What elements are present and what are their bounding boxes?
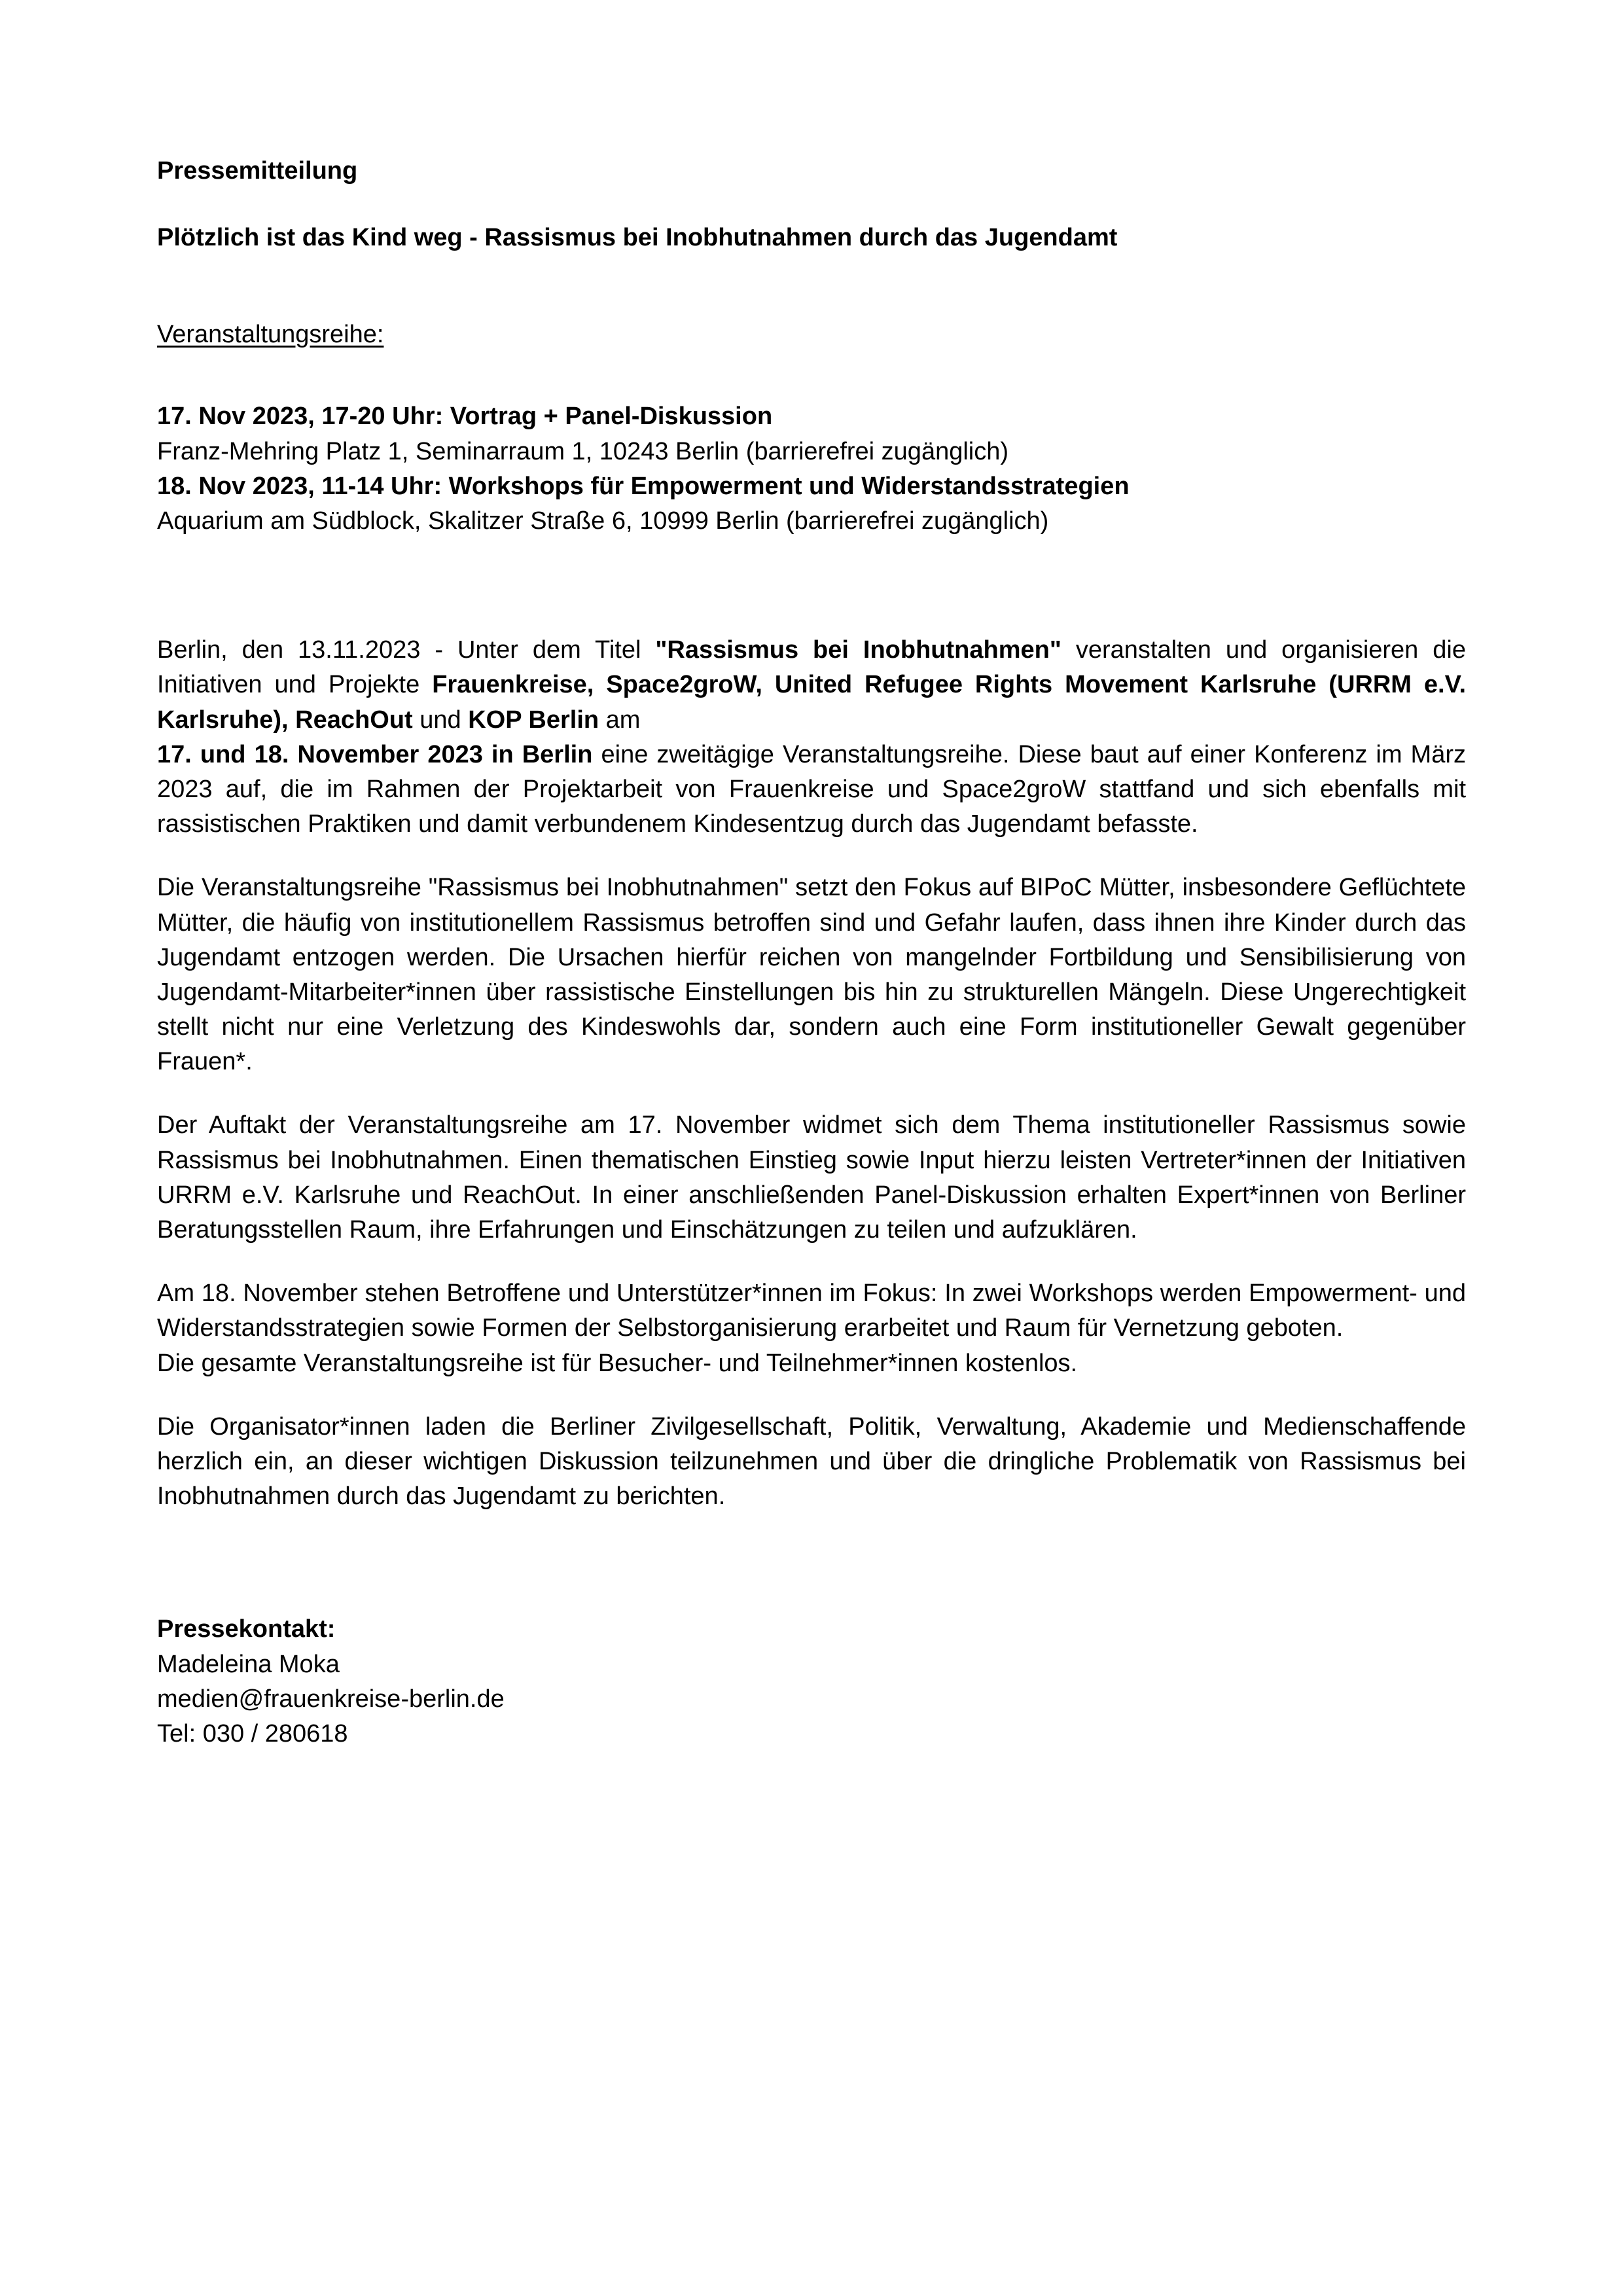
spacer xyxy=(157,539,1466,573)
section-label-veranstaltungsreihe: Veranstaltungsreihe: xyxy=(157,321,384,349)
spacer xyxy=(157,607,1466,633)
body-paragraph-2: Die Veranstaltungsreihe "Rassismus bei Inobhutnahmen" setzt den Fokus auf BIPoC Mütter, insbesondere Geflüchtete Mütter, die häufig von institutionellem Rassismus betroffen sind und Gefahr laufen, dass ihnen ihre Kinder durch das Jugendamt entzogen werden. Die Ursachen hierfür reichen von mangelnder Fortbildung und Sensibilisierung von Jugendamt-Mitarbeiter*innen über rassistische Einstellungen bis hin zu strukturellen Mängeln. Diese Ungerechtigkeit stellt nicht nur eine Verletzung des Kindeswohls dar, sondern auch eine Form institutioneller Gewalt gegenüber Frauen*. xyxy=(157,874,1466,1076)
event-location: Franz-Mehring Platz 1, Seminarraum 1, 10243 Berlin (barrierefrei zugänglich) xyxy=(157,437,1009,465)
event-list xyxy=(157,399,1466,539)
spacer xyxy=(157,1582,1466,1612)
spacer xyxy=(157,254,1466,288)
body-paragraph-5: Die Organisator*innen laden die Berliner Zivilgesellschaft, Politik, Verwaltung, Akademie und Medienschaffende herzlich ein, an dieser wichtigen Diskussion teilzunehmen und über die dringliche Problematik von Rassismus bei Inobhutnahmen durch das Jugendamt zu berichten. xyxy=(157,1412,1466,1511)
spacer xyxy=(157,385,1466,399)
p1-run-7: am xyxy=(599,706,641,734)
press-contact-heading: Pressekontakt: xyxy=(157,1615,336,1643)
p1-run-3: veranstalten und organisieren die Initiativen und Projekte xyxy=(157,636,1466,699)
event-headline: 18. Nov 2023, 11-14 Uhr: Workshops für Empowerment und Widerstandsstrategien xyxy=(157,472,1130,500)
press-contact-email: medien@frauenkreise-berlin.de xyxy=(157,1685,505,1713)
p1-run-4-bold: Frauenkreise, Space2groW, United Refugee Rights Movement Karlsruhe (URRM e.V. Karlsruhe), ReachOut xyxy=(157,671,1466,734)
press-contact-phone: Tel: 030 / 280618 xyxy=(157,1719,348,1748)
spacer xyxy=(157,573,1466,607)
body-paragraph-4: Am 18. November stehen Betroffene und Unterstützer*innen im Fokus: In zwei Workshops werden Empowerment- und Widerstandsstrategien sowie Formen der Selbstorganisierung erarbeitet und Raum für Vernetzung geboten. xyxy=(157,1280,1466,1342)
spacer xyxy=(157,842,1466,870)
spacer xyxy=(157,1514,1466,1548)
event-location: Aquarium am Südblock, Skalitzer Straße 6, 10999 Berlin (barrierefrei zugänglich) xyxy=(157,507,1049,535)
press-contact-name: Madeleina Moka xyxy=(157,1650,340,1678)
spacer xyxy=(157,1079,1466,1108)
page-title: Plötzlich ist das Kind weg - Rassismus bei Inobhutnahmen durch das Jugendamt xyxy=(157,224,1118,252)
p1-run-9: eine zweitägige Veranstaltungsreihe. Diese baut auf einer Konferenz im März 2023 auf, die im Rahmen der Projektarbeit von Frauenkreise und Space2groW stattfand und sich ebenfalls mit rassistischen Praktiken und damit verbundenem Kindesentzug durch das Jugendamt befasste. xyxy=(157,740,1466,838)
event-headline: 17. Nov 2023, 17-20 Uhr: Vortrag + Panel-Diskussion xyxy=(157,403,773,431)
body-paragraph-3: Der Auftakt der Veranstaltungsreihe am 17. November widmet sich dem Thema institutioneller Rassismus sowie Rassismus bei Inobhutnahmen. Einen thematischen Einstieg sowie Input hierzu leisten Vertreter*innen der Initiativen URRM e.V. Karlsruhe und ReachOut. In einer anschließenden Panel-Diskussion erhalten Expert*innen von Berliner Beratungsstellen Raum, ihre Erfahrungen und Einschätzungen zu teilen und aufzuklären. xyxy=(157,1111,1466,1244)
document-content xyxy=(157,154,1466,1751)
spacer xyxy=(157,288,1466,318)
spacer xyxy=(157,1548,1466,1582)
press-release-kicker: Pressemitteilung xyxy=(157,157,358,185)
p1-run-1: Berlin, den 13.11.2023 - Unter dem Titel xyxy=(157,636,656,664)
body-paragraph-4b: Die gesamte Veranstaltungsreihe ist für Besucher- und Teilnehmer*innen kostenlos. xyxy=(157,1349,1078,1377)
press-contact-block xyxy=(157,1612,1466,1751)
p1-run-5: und xyxy=(412,706,469,734)
spacer xyxy=(157,1247,1466,1276)
spacer xyxy=(157,1381,1466,1410)
body-paragraph-1 xyxy=(157,633,1466,842)
p1-run-8-bold: 17. und 18. November 2023 in Berlin xyxy=(157,740,593,768)
spacer xyxy=(157,351,1466,385)
p1-run-6-bold: KOP Berlin xyxy=(468,706,599,734)
spacer xyxy=(157,187,1466,221)
p1-run-2-bold: "Rassismus bei Inobhutnahmen" xyxy=(655,636,1061,664)
